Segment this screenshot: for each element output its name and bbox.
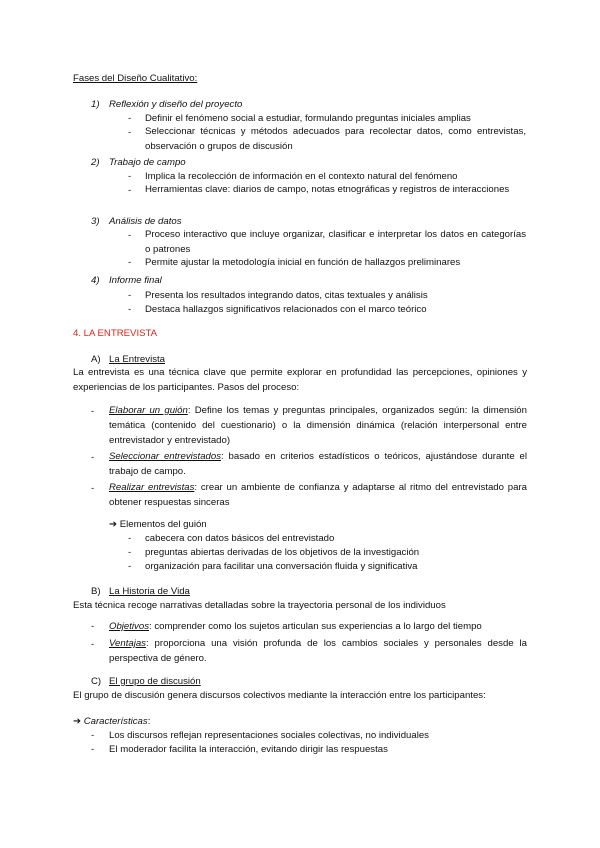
historia-item-2	[109, 636, 527, 666]
dash-icon: -	[91, 621, 95, 632]
section-title: 4. LA ENTREVISTA	[73, 328, 158, 339]
arrow-right-icon: ➔	[73, 716, 82, 727]
subsection-a-title: La Entrevista	[109, 354, 165, 365]
historia-item-1-text: : comprender como los sujetos articulan sus experiencias a lo largo del tiempo	[149, 621, 482, 632]
historia-item-1	[109, 621, 482, 632]
guion-item-1: cabecera con datos básicos del entrevistado	[145, 533, 335, 544]
step-3	[109, 480, 527, 510]
subsection-a-letter: A)	[91, 354, 101, 365]
dash-icon: -	[128, 533, 132, 544]
dash-icon: -	[128, 290, 132, 301]
grupo-intro: El grupo de discusión genera discursos colectivos mediante la interacción entre los participantes:	[73, 690, 486, 701]
fase-3-title: Análisis de datos	[109, 216, 182, 227]
dash-icon: -	[91, 639, 95, 650]
fase-1-number: 1)	[91, 99, 100, 110]
historia-item-2-text: : proporciona una visión profunda de los cambios sociales y personales desde la perspectiva de género.	[109, 638, 527, 664]
grupo-item-2: El moderador facilita la interacción, evitando dirigir las respuestas	[109, 744, 388, 755]
dash-icon: -	[91, 452, 95, 463]
fase-2-title: Trabajo de campo	[109, 157, 186, 168]
grupo-item-1: Los discursos reflejan representaciones sociales colectivas, no individuales	[109, 730, 429, 741]
fase-3-bullet-2: Permite ajustar la metodología inicial en función de hallazgos preliminares	[145, 257, 461, 268]
fase-4-bullet-1: Presenta los resultados integrando datos, citas textuales y análisis	[145, 290, 428, 301]
fase-1-bullet-1: Definir el fenómeno social a estudiar, formulando preguntas iniciales amplias	[145, 113, 471, 124]
subsection-c-letter: C)	[91, 676, 102, 687]
step-3-label: Realizar entrevistas	[109, 482, 195, 493]
historia-item-1-label: Objetivos	[109, 621, 149, 632]
fase-3-number: 3)	[91, 216, 100, 227]
dash-icon: -	[128, 127, 132, 138]
subsection-c-title: El grupo de discusión	[109, 676, 201, 687]
dash-icon: -	[128, 257, 132, 268]
step-2	[109, 449, 527, 479]
dash-icon: -	[128, 561, 132, 572]
historia-intro: Esta técnica recoge narrativas detalladas sobre la trayectoria personal de los individuos	[73, 600, 446, 611]
fase-2-bullet-2: Herramientas clave: diarios de campo, notas etnográficas y registros de interacciones	[145, 184, 510, 195]
dash-icon: -	[91, 744, 95, 755]
dash-icon: -	[128, 304, 132, 315]
entrevista-intro: La entrevista es una técnica clave que permite explorar en profundidad las percepciones, opiniones y experiencias de los participantes. Pasos del proceso:	[73, 367, 527, 393]
step-3-text: : crear un ambiente de confianza y adaptarse al ritmo del entrevistado para obtener respuestas sinceras	[109, 482, 527, 508]
dash-icon: -	[91, 483, 95, 494]
guion-item-3: organización para facilitar una conversación fluida y significativa	[145, 561, 418, 572]
fase-2-bullet-1: Implica la recolección de información en el contexto natural del fenómeno	[145, 171, 458, 182]
fase-4-number: 4)	[91, 275, 100, 286]
guion-item-2: preguntas abiertas derivadas de los objetivos de la investigación	[145, 547, 420, 558]
dash-icon: -	[128, 230, 132, 241]
caracteristicas-label: Características	[83, 716, 148, 727]
guion-heading: ➔ Elementos del guión	[109, 519, 207, 530]
fase-2-number: 2)	[91, 157, 100, 168]
step-1	[109, 403, 527, 448]
fase-3-bullet-1: Proceso interactivo que incluye organizar, clasificar e interpretar los datos en categorías o patrones	[145, 229, 526, 255]
step-2-text: : basado en criterios estadísticos o teóricos, ajustándose durante el trabajo de campo.	[109, 451, 527, 477]
step-1-text: : Define los temas y preguntas principales, organizados según: la dimensión temática (contenido del cuestionario) o la dimensión dinámica (relación interpersonal entre entrevistador y entrevistado)	[109, 405, 527, 446]
dash-icon: -	[91, 730, 95, 741]
dash-icon: -	[128, 171, 132, 182]
step-1-label: Elaborar un guión	[109, 405, 188, 416]
fase-4-bullet-2: Destaca hallazgos significativos relacionados con el marco teórico	[145, 304, 427, 315]
subsection-b-title: La Historia de Vida	[109, 586, 190, 597]
step-2-label: Seleccionar entrevistados	[109, 451, 222, 462]
fase-4-title: Informe final	[109, 275, 162, 286]
dash-icon: -	[128, 547, 132, 558]
subsection-b-letter: B)	[91, 586, 101, 597]
dash-icon: -	[128, 113, 132, 124]
fases-heading: Fases del Diseño Cualitativo:	[73, 73, 198, 84]
fase-1-title: Reflexión y diseño del proyecto	[109, 99, 243, 110]
dash-icon: -	[91, 406, 95, 417]
caracteristicas-heading	[73, 716, 150, 727]
dash-icon: -	[128, 185, 132, 196]
historia-item-2-label: Ventajas	[109, 638, 146, 649]
fase-1-bullet-2: Seleccionar técnicas y métodos adecuados para recolectar datos, como entrevistas, observación o grupos de discusión	[145, 126, 526, 152]
caracteristicas-colon: :	[147, 716, 151, 727]
